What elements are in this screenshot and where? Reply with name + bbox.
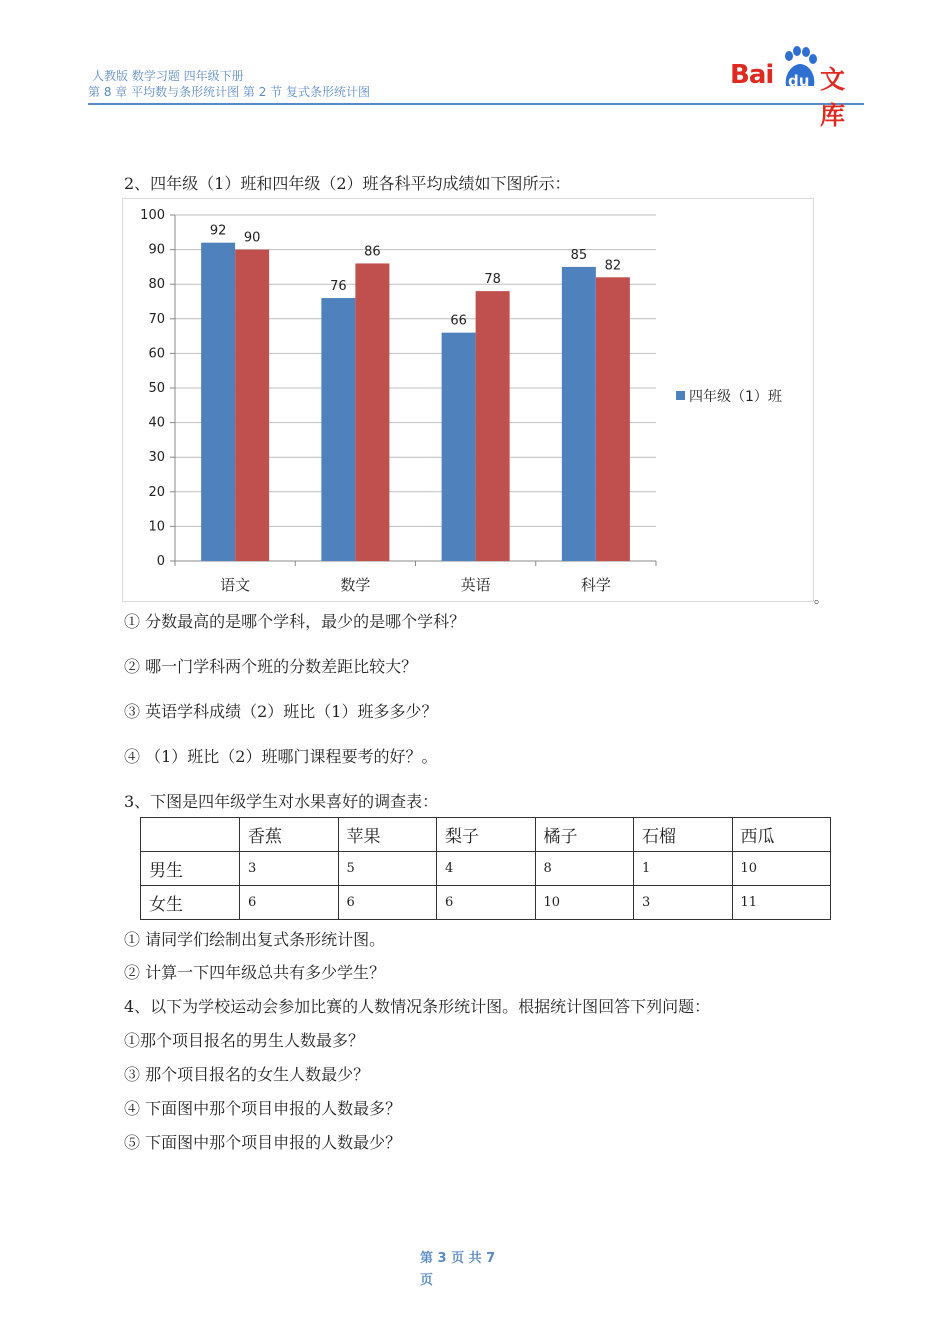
table-header-cell: 香蕉	[240, 818, 339, 852]
q4-intro: 4、以下为学校运动会参加比赛的人数情况条形统计图。根据统计图回答下列问题：	[124, 997, 711, 1016]
header-line-1: 人教版 数学习题 四年级下册	[92, 69, 244, 83]
legend-swatch	[676, 391, 685, 400]
data-label: 86	[364, 244, 381, 260]
table-header-cell: 梨子	[437, 818, 536, 852]
data-label: 76	[330, 279, 347, 295]
y-tick-label: 70	[148, 311, 165, 327]
q2-question-2: ② 哪一门学科两个班的分数差距比较大？	[124, 657, 418, 676]
q2-question-1: ① 分数最高的是哪个学科，最少的是哪个学科？	[124, 612, 466, 631]
logo-du-text: du	[788, 72, 810, 90]
table-cell: 6	[240, 886, 339, 920]
y-tick-label: 100	[140, 208, 165, 223]
page-header	[88, 68, 370, 100]
table-header-cell: 西瓜	[732, 818, 831, 852]
q4-question-3: ③ 那个项目报名的女生人数最少？	[124, 1065, 370, 1084]
fruit-preference-table	[140, 817, 831, 920]
q2-question-4: ④ （1）班比（2）班哪门课程要考的好？。	[124, 747, 438, 766]
data-label: 78	[484, 272, 501, 288]
table-row	[141, 886, 831, 920]
table-header-cell: 石榴	[634, 818, 733, 852]
q3-question-1: ① 请同学们绘制出复式条形统计图。	[124, 930, 386, 949]
y-tick-label: 20	[148, 484, 165, 500]
row-label: 男生	[141, 852, 240, 886]
bar-1	[321, 298, 355, 561]
bar-2	[476, 291, 510, 561]
q4-question-4: ④ 下面图中那个项目申报的人数最多？	[124, 1099, 402, 1118]
table-cell: 10	[732, 852, 831, 886]
q2-intro: 2、四年级（1）班和四年级（2）班各科平均成绩如下图所示：	[124, 174, 571, 193]
row-label: 女生	[141, 886, 240, 920]
table-cell: 6	[437, 886, 536, 920]
q4-question-5: ⑤ 下面图中那个项目申报的人数最少？	[124, 1133, 402, 1152]
x-category-label: 英语	[460, 576, 491, 594]
baidu-wenku-logo	[730, 46, 866, 130]
bar-1	[562, 267, 596, 561]
header-divider	[88, 103, 864, 105]
grades-bar-chart	[122, 198, 814, 602]
bar-2	[355, 263, 389, 561]
header-line-2: 第 8 章 平均数与条形统计图 第 2 节 复式条形统计图	[88, 85, 370, 99]
table-cell: 3	[634, 886, 733, 920]
y-tick-label: 10	[148, 519, 165, 535]
x-category-label: 语文	[220, 576, 251, 594]
bar-1	[442, 333, 476, 561]
y-tick-label: 60	[148, 346, 165, 362]
chart-trailing-mark: 。	[814, 591, 828, 607]
bar-2	[235, 250, 269, 561]
q3-question-2: ② 计算一下四年级总共有多少学生？	[124, 963, 386, 982]
y-tick-label: 0	[156, 554, 165, 569]
table-corner-cell	[141, 818, 240, 852]
table-cell: 6	[338, 886, 437, 920]
legend-label: 四年级（1）班	[689, 389, 782, 405]
data-label: 82	[604, 258, 622, 274]
logo-bai-text: Bai	[730, 60, 774, 90]
chart-canvas	[123, 199, 813, 601]
q3-intro: 3、下图是四年级学生对水果喜好的调查表：	[124, 792, 439, 811]
table-header-cell: 橘子	[535, 818, 634, 852]
logo-wenku-text: 文库	[820, 65, 846, 130]
footer-page-suffix: 页	[420, 1273, 434, 1288]
y-tick-label: 80	[148, 277, 165, 293]
table-cell: 11	[732, 886, 831, 920]
table-cell: 3	[240, 852, 339, 886]
table-cell: 4	[437, 852, 536, 886]
page-footer	[420, 1248, 540, 1292]
bar-2	[596, 277, 630, 561]
data-label: 85	[570, 247, 588, 263]
y-tick-label: 50	[148, 381, 165, 396]
table-cell: 8	[535, 852, 634, 886]
table-header-cell: 苹果	[338, 818, 437, 852]
bar-1	[201, 243, 235, 561]
table-cell: 5	[338, 852, 437, 886]
y-tick-label: 30	[148, 450, 165, 466]
table-cell: 1	[634, 852, 733, 886]
y-tick-label: 40	[148, 415, 165, 431]
x-category-label: 数学	[340, 576, 371, 594]
table-header-row	[141, 818, 831, 852]
footer-page-info: 第 3 页 共 7	[420, 1251, 496, 1266]
data-label: 66	[450, 313, 467, 329]
table-cell: 10	[535, 886, 634, 920]
x-category-label: 科学	[580, 576, 611, 594]
q4-question-1: ①那个项目报名的男生人数最多？	[124, 1031, 365, 1050]
q2-question-3: ③ 英语学科成绩（2）班比（1）班多多少？	[124, 702, 438, 721]
table-row	[141, 852, 831, 886]
data-label: 90	[243, 230, 261, 246]
y-tick-label: 90	[148, 242, 165, 258]
data-label: 92	[209, 223, 227, 239]
